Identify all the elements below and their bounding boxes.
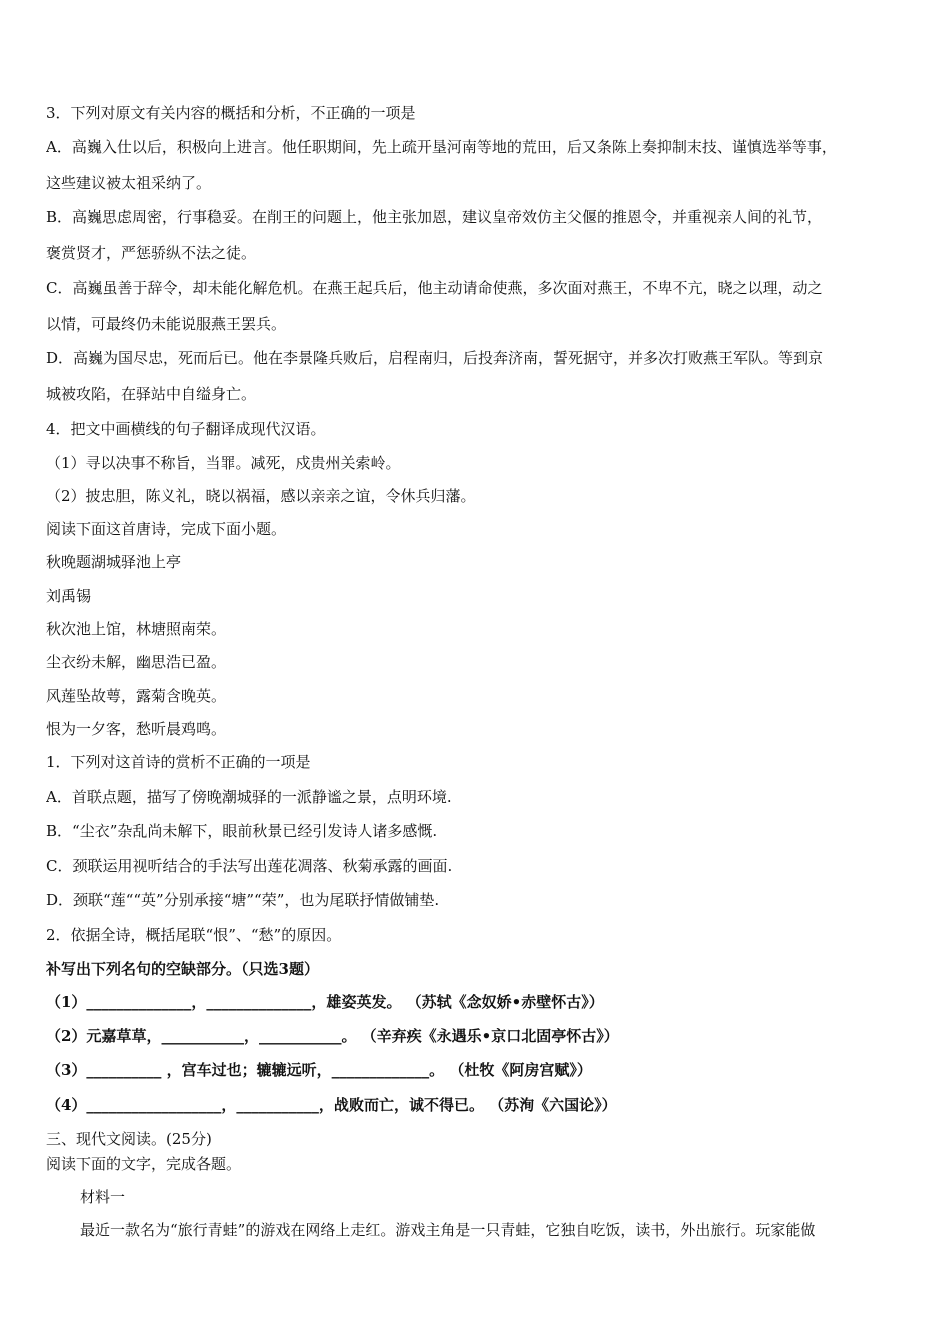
option-b-line1: B．高巍思虑周密，行事稳妥。在削王的问题上，他主张加恩，建议皇帝效仿主父偃的推恩令，并重视亲人间的礼节， bbox=[46, 208, 823, 226]
section-3-intro: 阅读下面的文字，完成各题。 bbox=[46, 1155, 242, 1173]
option-d-line1: D．高巍为国尽忠，死而后已。他在李景隆兵败后，启程南归，后投奔济南，誓死据守，并多次打败燕王军队。等到京 bbox=[46, 349, 824, 367]
poem-option-a: A．首联点题，描写了傍晚潮城驿的一派静谧之景，点明环境. bbox=[46, 788, 452, 806]
option-a-line1: A．高巍入仕以后，积极向上进言。他任职期间，先上疏开垦河南等地的荒田，后又条陈上奏抑制末技、谨慎选举等事， bbox=[46, 138, 837, 156]
poem-intro: 阅读下面这首唐诗，完成下面小题。 bbox=[46, 520, 287, 538]
poem-option-d: D．颈联“莲““英”分别承接“塘”“荣”，也为尾联抒情做铺垫. bbox=[46, 891, 440, 909]
option-c-line2: 以情，可最终仍未能说服燕王罢兵。 bbox=[46, 315, 287, 333]
option-b-line2: 褒赏贤才，严惩骄纵不法之徒。 bbox=[46, 244, 257, 262]
poem-question-1-stem: 1．下列对这首诗的赏析不正确的一项是 bbox=[46, 753, 311, 771]
fill-in-item-2: （2）元嘉草草，___________，___________。 （辛弃疾《永遇乐•京口北固亭怀古》） bbox=[46, 1027, 619, 1045]
poem-line-1: 秋次池上馆，林塘照南荣。 bbox=[46, 620, 227, 638]
fill-in-heading: 补写出下列名句的空缺部分。（只选3题） bbox=[46, 960, 319, 978]
question-4-stem: 4．把文中画横线的句子翻译成现代汉语。 bbox=[46, 420, 326, 438]
poem-line-2: 尘衣纷未解，幽思浩已盈。 bbox=[46, 653, 227, 671]
option-d-line2: 城被攻陷，在驿站中自缢身亡。 bbox=[46, 385, 257, 403]
fill-in-item-4: （4）__________________，___________，战败而亡，诚不得已。 （苏洵《六国论》） bbox=[46, 1096, 617, 1114]
question-4-sentence-2: （2）披忠胆，陈义礼，晓以祸福，感以亲亲之谊，令休兵归藩。 bbox=[46, 487, 476, 505]
poem-line-4: 恨为一夕客，愁听晨鸡鸣。 bbox=[46, 720, 227, 738]
question-4-sentence-1: （1）寻以决事不称旨，当罪。减死，戍贵州关索岭。 bbox=[46, 454, 401, 472]
option-c-line1: C．高巍虽善于辞令，却未能化解危机。在燕王起兵后，他主动请命使燕，多次面对燕王，不卑不亢，晓之以理，动之 bbox=[46, 279, 823, 297]
question-3-stem: 3．下列对原文有关内容的概括和分析，不正确的一项是 bbox=[46, 104, 416, 122]
section-3-heading: 三、现代文阅读。(25分) bbox=[46, 1130, 212, 1148]
poem-question-2-stem: 2．依据全诗，概括尾联“恨”、“愁”的原因。 bbox=[46, 926, 342, 944]
poem-line-3: 风莲坠故萼，露菊含晚英。 bbox=[46, 687, 227, 705]
material-label: 材料一 bbox=[80, 1188, 126, 1206]
fill-in-item-3: （3）__________ ，宫车过也；辘辘远听，_____________。 （杜牧《阿房宫赋》） bbox=[46, 1061, 592, 1079]
poem-title: 秋晚题湖城驿池上亭 bbox=[46, 553, 182, 571]
poem-author: 刘禹锡 bbox=[46, 587, 92, 605]
poem-option-c: C．颈联运用视听结合的手法写出莲花凋落、秋菊承露的画面. bbox=[46, 857, 453, 875]
material-paragraph: 最近一款名为“旅行青蛙”的游戏在网络上走红。游戏主角是一只青蛙，它独自吃饭，读书，外出旅行。玩家能做 bbox=[80, 1221, 816, 1239]
poem-option-b: B．“尘衣”杂乱尚未解下，眼前秋景已经引发诗人诸多感慨. bbox=[46, 822, 438, 840]
fill-in-item-1: （1）______________，______________，雄姿英发。 （苏轼《念奴娇•赤壁怀古》） bbox=[46, 993, 604, 1011]
option-a-line2: 这些建议被太祖采纳了。 bbox=[46, 174, 212, 192]
